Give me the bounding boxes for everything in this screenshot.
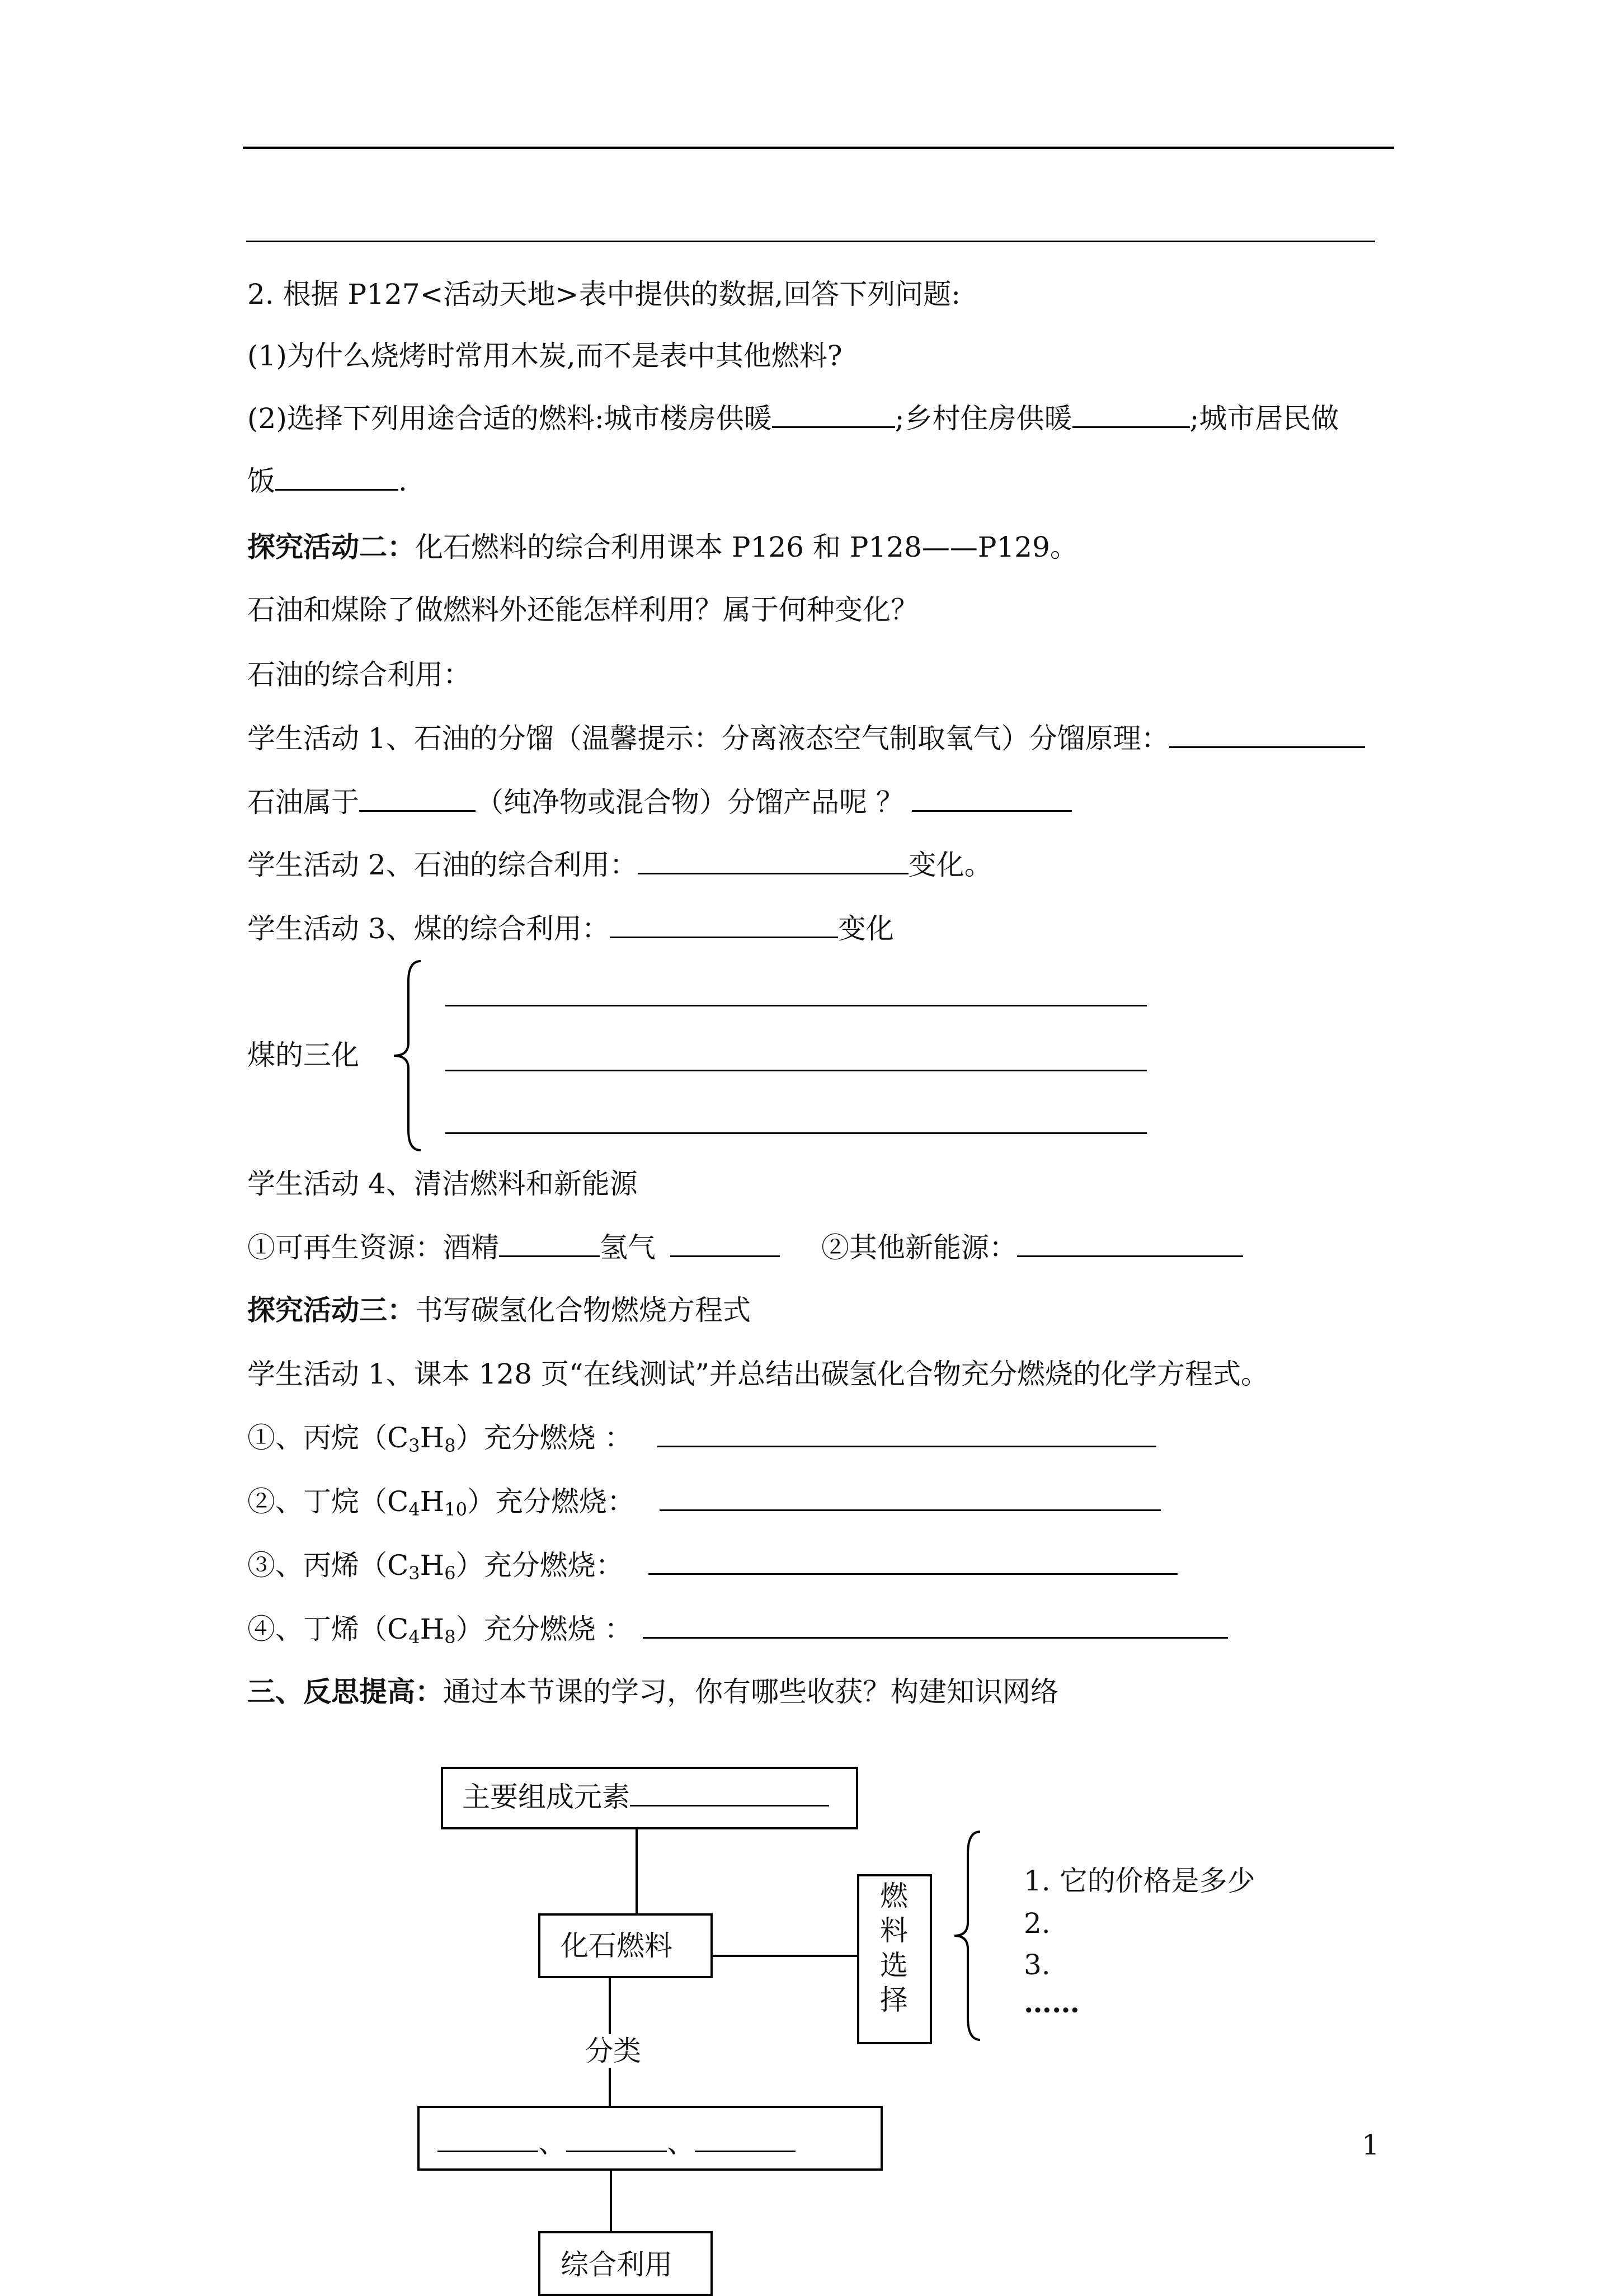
eq1-a: ①、丙烷（C [247, 1422, 409, 1454]
blank-category-3[interactable] [695, 2126, 796, 2152]
eq2-sub2: 10 [444, 1499, 467, 1520]
choice-brace-icon [951, 1829, 985, 2042]
q2-sub2-cont [247, 464, 407, 498]
eq4-c: ）充分燃烧 ： [455, 1613, 633, 1645]
brace-icon [386, 959, 425, 1152]
eq4-sub2: 8 [444, 1626, 456, 1648]
blank-new-energy[interactable] [1017, 1231, 1243, 1257]
equation-butane [247, 1485, 1161, 1526]
blank-oil-type[interactable] [359, 785, 476, 812]
reflect-heading-rest: 通过本节课的学习，你有哪些收获？构建知识网络 [443, 1676, 1058, 1708]
elements-text: 主要组成元素 [462, 1781, 630, 1813]
coal-blank-1[interactable] [445, 1005, 1147, 1006]
eq4-b: H [420, 1613, 445, 1645]
fuel-choice-char-2: 料 [880, 1914, 908, 1947]
eq3-a: ③、丙烯（C [247, 1549, 409, 1582]
categories-blanks [437, 2126, 796, 2159]
blank-eq-propene[interactable] [648, 1549, 1178, 1575]
q2-sub2 [247, 402, 1339, 435]
student-activity-3-b: 变化 [837, 912, 894, 945]
blank-hydrogen[interactable] [670, 1231, 780, 1257]
activity3-heading-bold: 探究活动三： [247, 1293, 415, 1326]
blank-coal-use[interactable] [610, 912, 838, 938]
renewable-a: ①可再生资源：酒精 [247, 1231, 499, 1264]
eq4-a: ④、丁烯（C [247, 1613, 409, 1645]
student-activity-4: 学生活动 4、清洁燃料和新能源 [247, 1168, 638, 1200]
activity3-heading-rest: 书写碳氢化合物燃烧方程式 [415, 1294, 751, 1326]
blank-category-1[interactable] [437, 2126, 538, 2152]
blank-cooking[interactable] [275, 464, 398, 491]
blank-alcohol[interactable] [499, 1231, 600, 1257]
coal-three-label: 煤的三化 [247, 1039, 359, 1071]
choice-item-2: 2. [1024, 1907, 1051, 1940]
page-number: 1 [1362, 2129, 1380, 2161]
eq4-sub1: 4 [408, 1626, 420, 1648]
elements-label [462, 1780, 829, 1814]
choice-item-more: …… [1024, 1986, 1080, 2019]
connector-categories-use [610, 2171, 612, 2231]
q2-sub2-c: ;城市居民做 [1189, 402, 1339, 435]
eq2-c: ）充分燃烧： [467, 1485, 635, 1518]
blank-distill-product[interactable] [912, 785, 1072, 812]
answer-line [246, 241, 1375, 242]
eq3-sub1: 3 [408, 1563, 420, 1584]
choice-item-1: 1. 它的价格是多少 [1024, 1865, 1255, 1897]
reflect-heading [247, 1675, 1058, 1709]
connector-elements-fossil [636, 1829, 638, 1913]
classify-label: 分类 [585, 2035, 641, 2067]
q2-sub1: (1)为什么烧烤时常用木炭,而不是表中其他燃料? [247, 340, 843, 372]
q2-sub2-b: ;乡村住房供暖 [895, 402, 1072, 435]
eq3-sub2: 6 [444, 1563, 456, 1584]
fossil-fuel-label: 化石燃料 [561, 1930, 672, 1962]
blank-eq-butene[interactable] [643, 1612, 1228, 1639]
activity3-heading [247, 1293, 751, 1327]
q2-title: 2. 根据 P127<活动天地>表中提供的数据,回答下列问题: [247, 278, 961, 310]
coal-blank-3[interactable] [445, 1132, 1147, 1134]
eq3-b: H [420, 1549, 445, 1582]
fuel-choice-char-3: 选 [880, 1949, 908, 1982]
blank-elements[interactable] [630, 1780, 829, 1806]
student-activity-3 [247, 912, 894, 945]
fuel-choice-char-1: 燃 [880, 1880, 908, 1912]
equation-propane [247, 1421, 1156, 1462]
activity2-question: 石油和煤除了做燃料外还能怎样利用？属于何种变化？ [247, 594, 919, 626]
blank-city-heating[interactable] [772, 402, 895, 428]
blank-rural-heating[interactable] [1072, 402, 1190, 428]
eq1-c: ）充分燃烧 ： [455, 1422, 633, 1454]
eq2-b: H [420, 1485, 445, 1518]
eq3-c: ）充分燃烧： [455, 1549, 624, 1582]
blank-category-2[interactable] [566, 2126, 667, 2152]
eq2-sub1: 4 [408, 1499, 420, 1520]
header-rule [243, 147, 1394, 149]
equation-butene [247, 1612, 1228, 1654]
q2-sub2-end: . [398, 465, 407, 497]
oil-type-b: （纯净物或混合物）分馏产品呢 ？ [476, 786, 904, 818]
blank-eq-propane[interactable] [657, 1421, 1156, 1447]
connector-fossil-choice [713, 1955, 858, 1957]
eq1-b: H [420, 1422, 445, 1454]
coal-blank-2[interactable] [445, 1070, 1147, 1071]
fuel-choice-char-4: 择 [880, 1984, 908, 2016]
student-activity-1-text: 学生活动 1、石油的分馏（温馨提示：分离液态空气制取氧气）分馏原理： [247, 722, 1169, 755]
renewable-line [247, 1231, 1243, 1264]
reflect-heading-bold: 三、反思提高： [247, 1675, 443, 1708]
eq1-sub1: 3 [408, 1435, 420, 1456]
oil-use-label: 石油的综合利用： [247, 658, 471, 691]
renewable-b: 氢气 [600, 1231, 656, 1264]
student-activity-1 [247, 722, 1365, 755]
activity2-heading [247, 530, 1078, 564]
activity2-heading-bold: 探究活动二： [247, 530, 415, 563]
blank-eq-butane[interactable] [660, 1485, 1161, 1511]
choice-item-3: 3. [1024, 1949, 1051, 1981]
q2-sub2-d: 饭 [247, 465, 275, 497]
student-activity-2-b: 变化。 [908, 849, 992, 881]
blank-distill-principle[interactable] [1169, 722, 1365, 748]
activity3-task: 学生活动 1、课本 128 页“在线测试”并总结出碳氢化合物充分燃烧的化学方程式。 [247, 1358, 1269, 1390]
q2-sub2-a: (2)选择下列用途合适的燃料:城市楼房供暖 [247, 402, 772, 435]
student-activity-3-a: 学生活动 3、煤的综合利用： [247, 912, 610, 945]
student-activity-2 [247, 848, 992, 882]
student-activity-2-a: 学生活动 2、石油的综合利用： [247, 849, 638, 881]
category-sep-1: 、 [538, 2126, 566, 2159]
renewable-c: ②其他新能源： [821, 1231, 1017, 1264]
eq2-a: ②、丁烷（C [247, 1485, 409, 1518]
activity2-heading-rest: 化石燃料的综合利用课本 P126 和 P128——P129。 [415, 531, 1078, 563]
oil-type-a: 石油属于 [247, 786, 359, 818]
eq1-sub2: 8 [444, 1435, 456, 1456]
equation-propene [247, 1549, 1178, 1590]
oil-type-line [247, 785, 1072, 819]
blank-oil-use[interactable] [638, 848, 909, 874]
comprehensive-use-label: 综合利用 [561, 2248, 672, 2281]
category-sep-2: 、 [667, 2126, 695, 2159]
